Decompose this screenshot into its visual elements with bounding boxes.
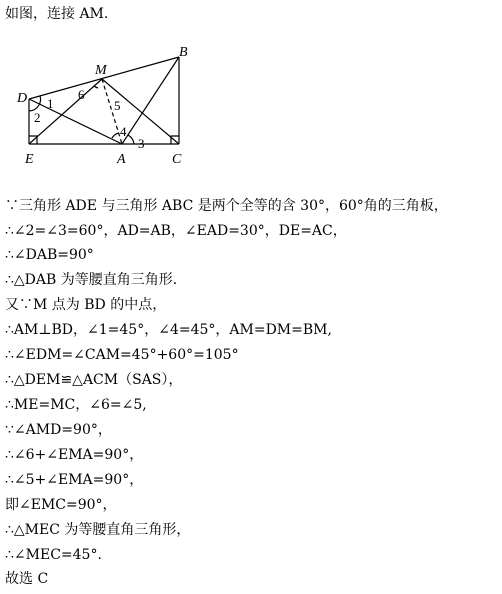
label-E: E [25,152,34,167]
solution-line-9: ∴ME=MC，∠6=∠5, [5,397,147,413]
solution-line-5: 又∵M 点为 BD 的中点， [5,297,167,313]
solution-line-10: ∵∠AMD=90°， [5,422,112,438]
solution-line-16: 故选 C [5,571,49,587]
solution-line-14: ∴△MEC 为等腰直角三角形， [5,522,191,538]
solution-line-7: ∴∠EDM=∠CAM=45°+60°=105° [5,347,239,363]
angle-label-4: 4 [120,124,127,139]
label-M: M [95,63,107,78]
solution-line-1: ∵三角形 ADE 与三角形 ABC 是两个全等的含 30°，60°角的三角板， [5,198,448,214]
label-B: B [179,45,188,60]
intro-text: 如图，连接 AM. [5,6,109,22]
solution-line-13: 即∠EMC=90°， [5,497,117,513]
solution-line-3: ∴∠DAB=90° [5,247,94,263]
arc-angle-3 [128,135,134,144]
solution-line-2: ∴∠2=∠3=60°，AD=AB，∠EAD=30°，DE=AC， [5,223,347,239]
angle-label-1: 1 [47,96,54,111]
arc-angle-4 [112,133,119,138]
angle-label-3: 3 [138,136,145,151]
solution-line-4: ∴△DAB 为等腰直角三角形. [5,272,178,288]
label-C: C [172,152,182,167]
solution-line-12: ∴∠5+∠EMA=90°， [5,472,144,488]
solution-line-8: ∴△DEM≌△ACM（SAS）， [5,372,183,388]
angle-label-6: 6 [78,87,85,102]
segment-DA [29,99,122,144]
label-A: A [117,152,126,167]
geometry-figure [14,44,204,176]
solution-line-6: ∴AM⊥BD，∠1=45°，∠4=45°，AM=DM=BM, [5,322,332,338]
label-D: D [17,91,28,106]
solution-line-11: ∴∠6+∠EMA=90°， [5,447,144,463]
arc-angle-1 [39,96,41,105]
solution-line-15: ∴∠MEC=45°. [5,547,102,563]
arc-angle-6 [94,86,98,88]
angle-label-2: 2 [34,110,41,125]
angle-label-5: 5 [114,98,121,113]
